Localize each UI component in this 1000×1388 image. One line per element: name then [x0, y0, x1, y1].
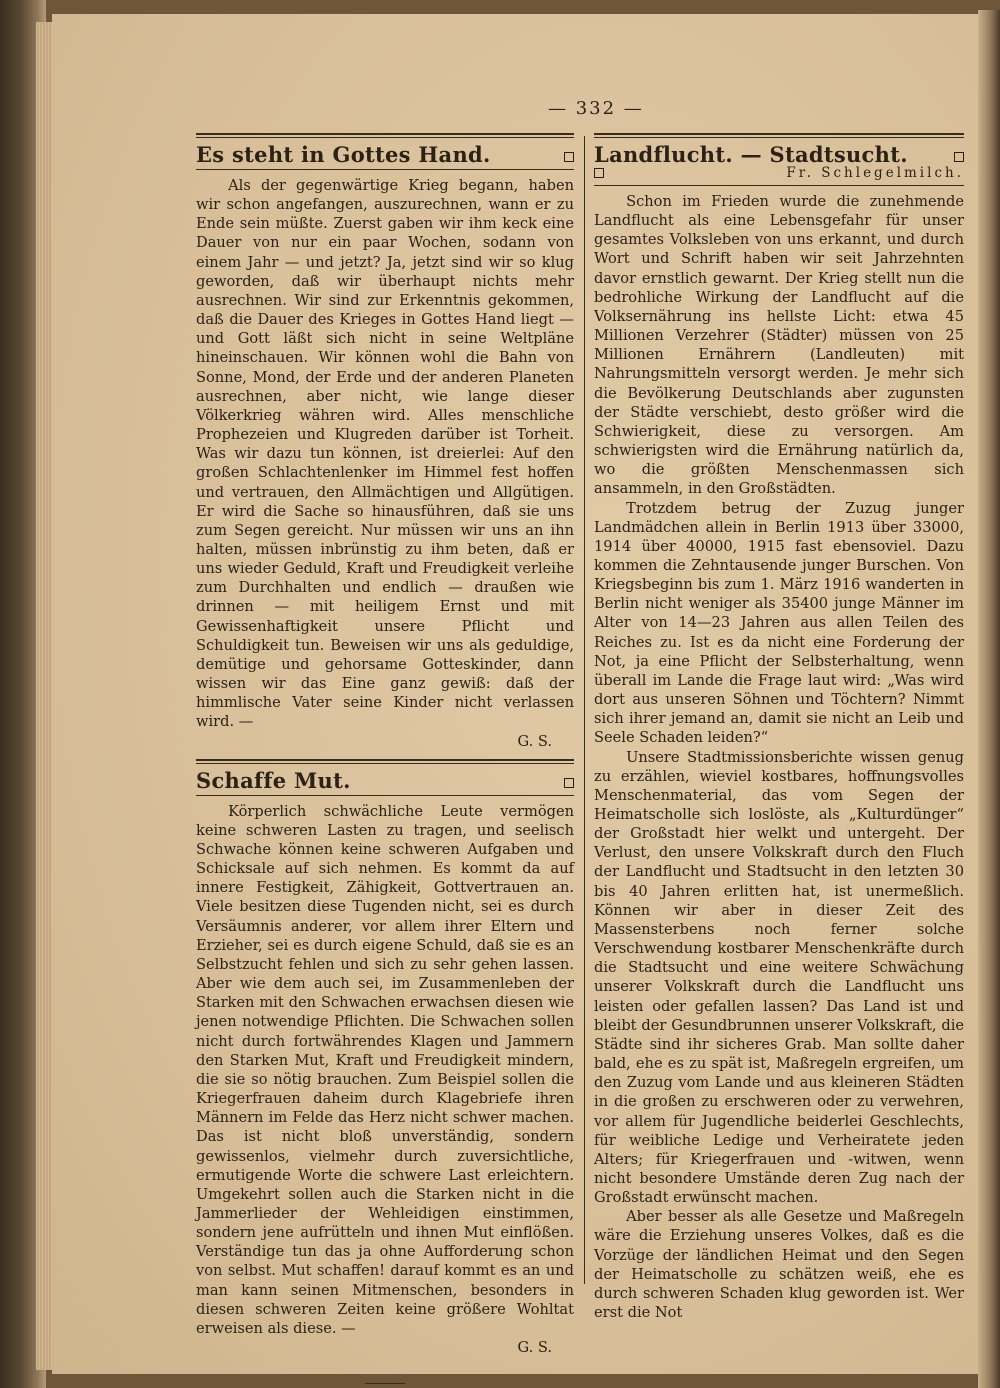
article3-author: Fr. Schlegelmilch. — [786, 165, 964, 181]
page-number: — 332 — — [548, 98, 644, 119]
square-ornament-icon — [564, 152, 574, 162]
article2-body: Körperlich schwächliche Leute vermögen keine schweren Lasten zu tragen, und seelisch Schwache können keine schweren Aufgaben und Schicksale auf sich nehmen. Es kommt da auf innere Festigkeit, Zähigkeit, Gottvertrauen an. Viele besitzen diese Tugenden nicht, sei es durch Versäumnis anderer, vor allem ihrer Eltern und Erzieher, sei es durch eigene Schuld, daß sie es an Selbstzucht fehlen und sich zu sehr gehen lassen. Aber wie dem auch sei, im Zusammenleben der Starken mit den Schwachen erwachsen diesen wie jenen notwendige Pflichten. Die Schwachen sollen nicht durch fortwährendes Klagen und Jammern den Starken Mut, Kraft und Freudigkeit mindern, die sie so nötig brauchen. Zum Beispiel sollen die Kriegerfrauen daheim durch Klagebriefe ihren Männern im Felde das Herz nicht schwer machen. Das ist nicht bloß unverständig, sondern gewissenlos, vielmehr durch zuversichtliche, ermutigende Worte die schwere Last erleichtern. Umgekehrt sollen auch die Starken nicht in die Jammerlieder der Wehleidigen einstimmen, sondern jene aufrütteln und ihnen Mut einflößen. Verständige tun das ja ohne Aufforderung schon von selbst. Mut schaffen! darauf kommt es an und man kann seinen Mitmenschen, besonders in diesen schweren Zeiten keine größere Wohltat erweisen als diese. — — [196, 802, 574, 1337]
article3-header — [594, 142, 964, 167]
right-column — [594, 133, 964, 1322]
article2 — [196, 759, 574, 1385]
square-ornament-icon — [954, 152, 964, 162]
article3-byline — [594, 165, 964, 181]
column-divider — [584, 136, 585, 1284]
title-rule — [196, 169, 574, 170]
article1-body: Als der gegenwärtige Krieg begann, haben wir schon angefangen, auszurechnen, wann er zu Ende sein müßte. Zuerst gaben wir ihm keck eine Dauer von nur ein paar Wochen, sodann von einem Jahr — und jetzt? Ja, jetzt sind wir so klug geworden, daß wir überhaupt nichts mehr ausrechnen. Wir sind zur Erkenntnis gekommen, daß die Dauer des Krieges in Gottes Hand liegt — und Gott läßt sich nicht in seine Weltpläne hineinschauen. Wir können wohl die Bahn von Sonne, Mond, der Erde und der anderen Planeten ausrechnen, aber nicht, wie lange dieser Völkerkrieg währen wird. Alles menschliche Prophezeien und Klugreden darüber ist Torheit. Was wir dazu tun können, ist dreierlei: Auf den großen Schlachtenlenker im Himmel fest hoffen und vertrauen, den Allmächtigen und Allgütigen. Er wird die Sache so hinausführen, daß sie uns zum Segen gereicht. Nur müssen wir uns an ihn halten, müssen inbrünstig zu ihm beten, daß er uns wieder Geduld, Kraft und Freudigkeit verleihe zum Durchhalten und endlich — draußen wie drinnen — mit heiligem Ernst und mit Gewissenhaftigkeit unsere Pflicht und Schuldigkeit tun. Beweisen wir uns als geduldige, demütige und gehorsame Gotteskinder, dann wissen wir das Eine ganz gewiß: daß der himmlische Vater seine Kinder nicht verlassen wird. — — [196, 177, 574, 731]
square-ornament-icon — [564, 778, 574, 788]
square-ornament-icon — [594, 168, 604, 178]
right-page-edge — [978, 10, 1000, 1388]
article2-signature: G. S. — [517, 1339, 552, 1357]
article2-title: Schaffe Mut. — [196, 767, 351, 793]
article1-title: Es steht in Gottes Hand. — [196, 142, 491, 167]
top-rule — [196, 133, 574, 138]
article3-paragraph-2: Trotzdem betrug der Zuzug junger Landmädchen allein in Berlin 1913 über 33000, 1914 über 40000, 1915 fast ebensoviel. Dazu kommen die Zehntausende junger Burschen. Von Kriegsbeginn bis zum 1. März 1916 wanderten in Berlin nicht weniger als 35400 junge Männer im Alter von 14—23 Jahren aus allen Teilen des Reiches zu. Ist es da nicht eine Forderung der Not, ja eine Pflicht der Selbsterhaltung, wenn überall im Lande die Frage laut wird: „Was wird dort aus unseren Söhnen und Töchtern? Nimmt sich ihrer jemand an, damit sie nicht an Leib und Seele Schaden leiden?“ — [594, 499, 964, 747]
title-rule — [196, 795, 574, 796]
article3-paragraph-4: Aber besser als alle Gesetze und Maßregeln wäre die Erziehung unseres Volkes, daß es die Vorzüge der ländlichen Heimat und den Segen der Heimatscholle zu schätzen weiß, ehe es durch schweren Schaden klug geworden ist. Wer erst die Not — [594, 1208, 964, 1322]
article3-paragraph-1: Schon im Frieden wurde die zunehmende Landflucht als eine Lebensgefahr für unser gesamtes Volksleben von uns erkannt, und durch Wort und Schrift haben wir seit Jahrzehnten davor ernstlich gewarnt. Der Krieg stellt nun die bedrohliche Wirkung der Landflucht auf die Volksernährung ins hellste Licht: etwa 45 Millionen Verzehrer (Städter) müssen von 25 Millionen Ernährern (Landleuten) mit Nahrungsmitteln versorgt werden. Je mehr sich die Bevölkerung Deutschlands aber zugunsten der Städte verschiebt, desto größer wird die Schwierigkeit, diese zu versorgen. Am schwierigsten wird die Ernährung natürlich da, wo die größten Menschenmassen sich ansammeln, in den Großstädten. — [594, 193, 964, 498]
article1-header — [196, 142, 574, 167]
title-rule — [594, 185, 964, 186]
article3-paragraph-3: Unsere Stadtmissionsberichte wissen genug zu erzählen, wieviel kostbares, hoffnungsvolles Menschenmaterial, das vom Segen der Heimatscholle sich loslöste, als „Kulturdünger“ der Großstadt hier welkt und untergeht. Der Verlust, den unsere Volkskraft durch den Fluch der Landflucht und Stadtsucht in den letzten 30 bis 40 Jahren erlitten hat, ist unermeßlich. Können wir aber in dieser Zeit des Massensterbens noch ferner solche Verschwendung kostbarer Menschenkräfte durch die Stadtsucht und eine weitere Schwächung unserer Volkskraft durch die Landflucht uns leisten oder gefallen lassen? Das Land ist und bleibt der Gesundbrunnen unserer Volkskraft, die Städte sind ihr sicheres Grab. Man sollte daher bald, ehe es zu spät ist, Maßregeln ergreifen, um den Zuzug vom Lande und aus kleineren Städten in die großen zu erschweren oder zu verwehren, vor allem für Jugendliche beiderlei Geschlechts, für weibliche Ledige und Verheiratete jeden Alters; für Kriegerfrauen und -witwen, wenn nicht besondere Umstände deren Zug nach der Großstadt erwünscht machen. — [594, 748, 964, 1207]
article3-title: Landflucht. — Stadtsucht. — [594, 142, 908, 167]
article1-signature: G. S. — [517, 732, 552, 750]
article2-header — [196, 768, 574, 793]
end-separator — [365, 1383, 405, 1384]
section-rule — [196, 759, 574, 764]
top-rule — [594, 133, 964, 138]
left-column — [196, 133, 574, 1384]
